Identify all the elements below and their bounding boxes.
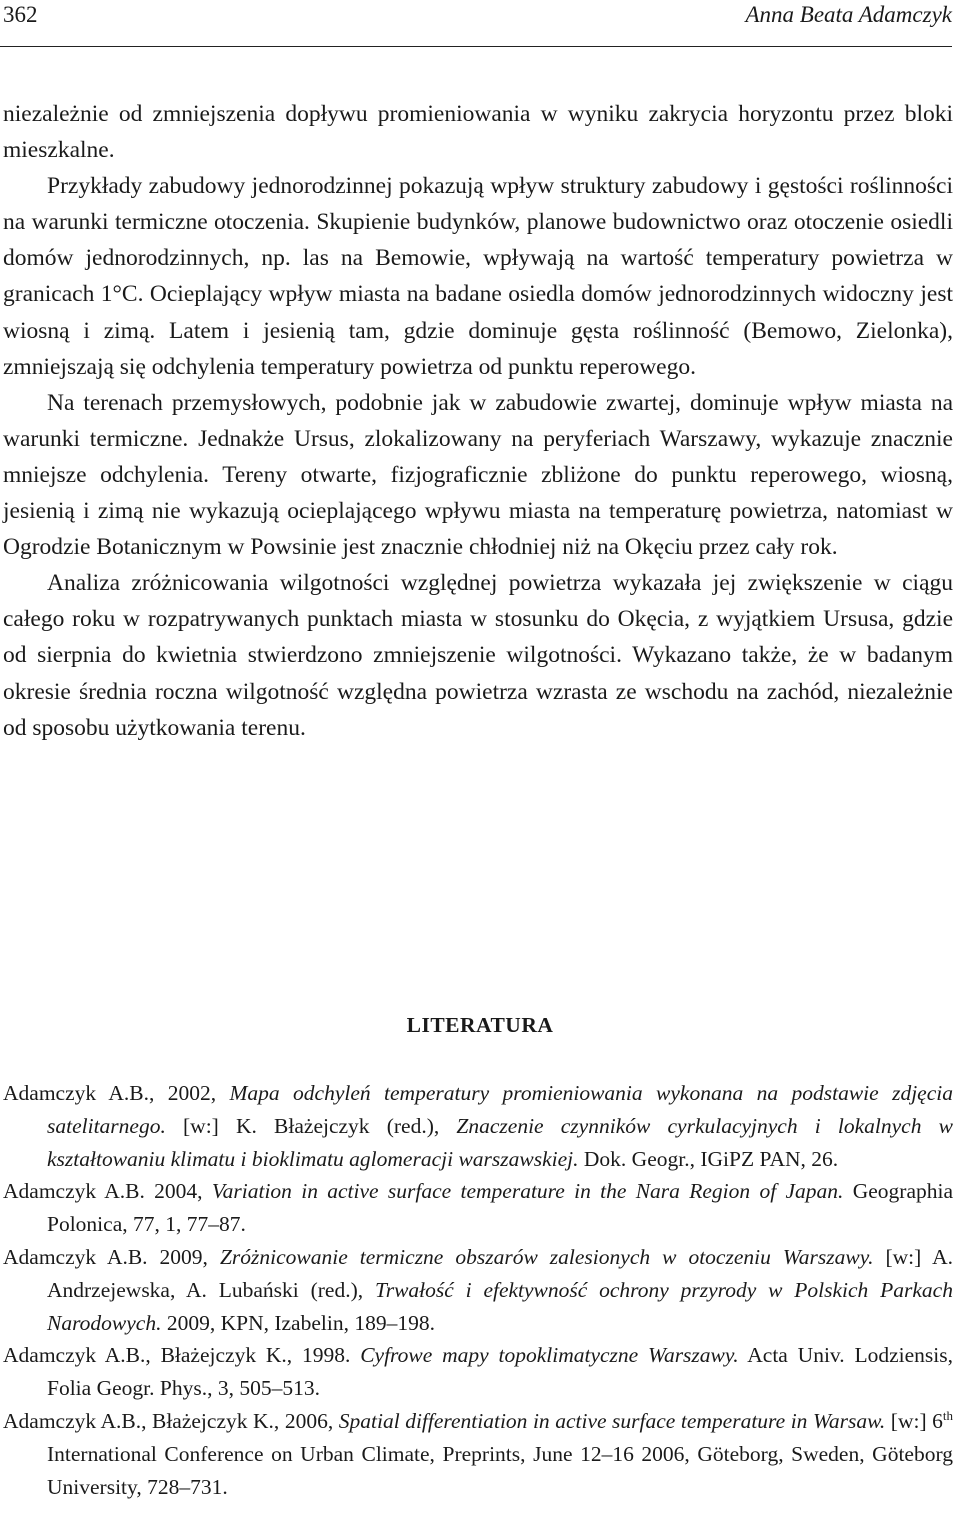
- ref-text: Adamczyk A.B., Błażejczyk K., 1998.: [3, 1343, 361, 1368]
- running-head-author: Anna Beata Adamczyk: [745, 2, 952, 27]
- ref-title: Zróżnicowanie termiczne obszarów zalesionych w otoczeniu Warszawy.: [219, 1244, 874, 1269]
- reference-item: [3, 1175, 953, 1241]
- ref-text: Acta Univ. Lodziensis, Folia Geogr. Phys., 3, 505–513.: [47, 1343, 953, 1401]
- ref-text: [w:] K. Błażejczyk (red.),: [165, 1113, 457, 1138]
- body-text: [3, 96, 953, 746]
- paragraph: niezależnie od zmniejszenia dopływu promieniowania w wyniku zakrycia horyzontu przez bloki mieszkalne.: [3, 101, 953, 164]
- ref-title: Variation in active surface temperature in the Nara Region of Japan.: [211, 1179, 844, 1204]
- ref-title: Cyfrowe mapy topoklimatyczne Warszawy.: [360, 1343, 739, 1368]
- ref-text: Geographia Polonica, 77, 1, 77–87.: [47, 1179, 954, 1237]
- paragraph: Analiza zróżnicowania wilgotności względnej powietrza wykazała jej zwiększenie w ciągu całego roku w rozpatrywanych punktach miasta w stosunku do Okęcia, z wyjątkiem Ursusa, gdzie od sierpnia do kwietnia stwierdzono zmniejszenie wilgotności. Wykazano także, że w badanym okresie średnia roczna wilgotność względna powietrza wzrasta ze wschodu na zachód, niezależnie od sposobu użytkowania terenu.: [3, 570, 953, 741]
- section-title-literature: LITERATURA: [406, 1013, 554, 1037]
- page-number: 362: [3, 2, 38, 27]
- reference-item: [3, 1077, 953, 1175]
- ref-text: [w:] A. Andrzejewska, A. Lubański (red.),: [47, 1244, 954, 1302]
- ref-text: International Conference on Urban Climate, Preprints, June 12–16 2006, Göteborg, Sweden, Göteborg University, 728–731.: [47, 1441, 953, 1499]
- ref-superscript: th: [942, 1407, 954, 1423]
- page-header: [0, 0, 952, 47]
- reference-list: [3, 1077, 953, 1503]
- ref-text: Adamczyk A.B. 2009,: [3, 1244, 220, 1269]
- ref-book-title: Trwałość i efektywność ochrony przyrody w Polskich Parkach Narodowych.: [47, 1277, 953, 1335]
- reference-item: [3, 1339, 953, 1405]
- ref-text: Adamczyk A.B., Błażejczyk K., 2006,: [3, 1408, 339, 1433]
- ref-text: Adamczyk A.B., 2002,: [3, 1081, 230, 1105]
- ref-title: Spatial differentiation in active surface temperature in Warsaw.: [338, 1408, 886, 1433]
- ref-text: Dok. Geogr., IGiPZ PAN, 26.: [578, 1146, 839, 1171]
- paragraph: Przykłady zabudowy jednorodzinnej pokazują wpływ struktury zabudowy i gęstości roślinności na warunki termiczne otoczenia. Skupienie budynków, planowe budownictwo oraz otoczenie osiedli domów jednorodzinnych, np. las na Bemowie, wpływają na wartość temperatury powietrza w granicach 1°C. Ocieplający wpływ miasta na badane osiedla domów jednorodzinnych widoczny jest wiosną i zimą. Latem i jesienią tam, gdzie dominuje gęsta roślinność (Bemowo, Zielonka), zmniejszają się odchylenia temperatury powietrza od punktu reperowego.: [3, 173, 953, 380]
- ref-title: Mapa odchyleń temperatury promieniowania wykonana na podstawie zdjęcia satelitarnego.: [47, 1081, 953, 1138]
- ref-book-title: Znaczenie czynników cyrkulacyjnych i lokalnych w kształtowaniu klimatu i bioklimatu aglomeracji warszawskiej.: [47, 1113, 953, 1171]
- ref-text: 2009, KPN, Izabelin, 189–198.: [161, 1310, 435, 1335]
- paragraph: Na terenach przemysłowych, podobnie jak w zabudowie zwartej, dominuje wpływ miasta na warunki termiczne. Jednakże Ursus, zlokalizowany na peryferiach Warszawy, wykazuje znacznie mniejsze odchylenia. Tereny otwarte, fizjograficznie zbliżone do punktu reperowego, wiosną, jesienią i zimą nie wykazują ocieplającego wpływu miasta na temperaturę powietrza, natomiast w Ogrodzie Botanicznym w Powsinie jest znacznie chłodniej niż na Okęciu przez cały rok.: [3, 389, 953, 561]
- ref-text: Adamczyk A.B. 2004,: [3, 1179, 212, 1204]
- reference-item: [3, 1405, 953, 1503]
- reference-item: [3, 1241, 953, 1339]
- ref-text: [w:] 6: [885, 1408, 943, 1433]
